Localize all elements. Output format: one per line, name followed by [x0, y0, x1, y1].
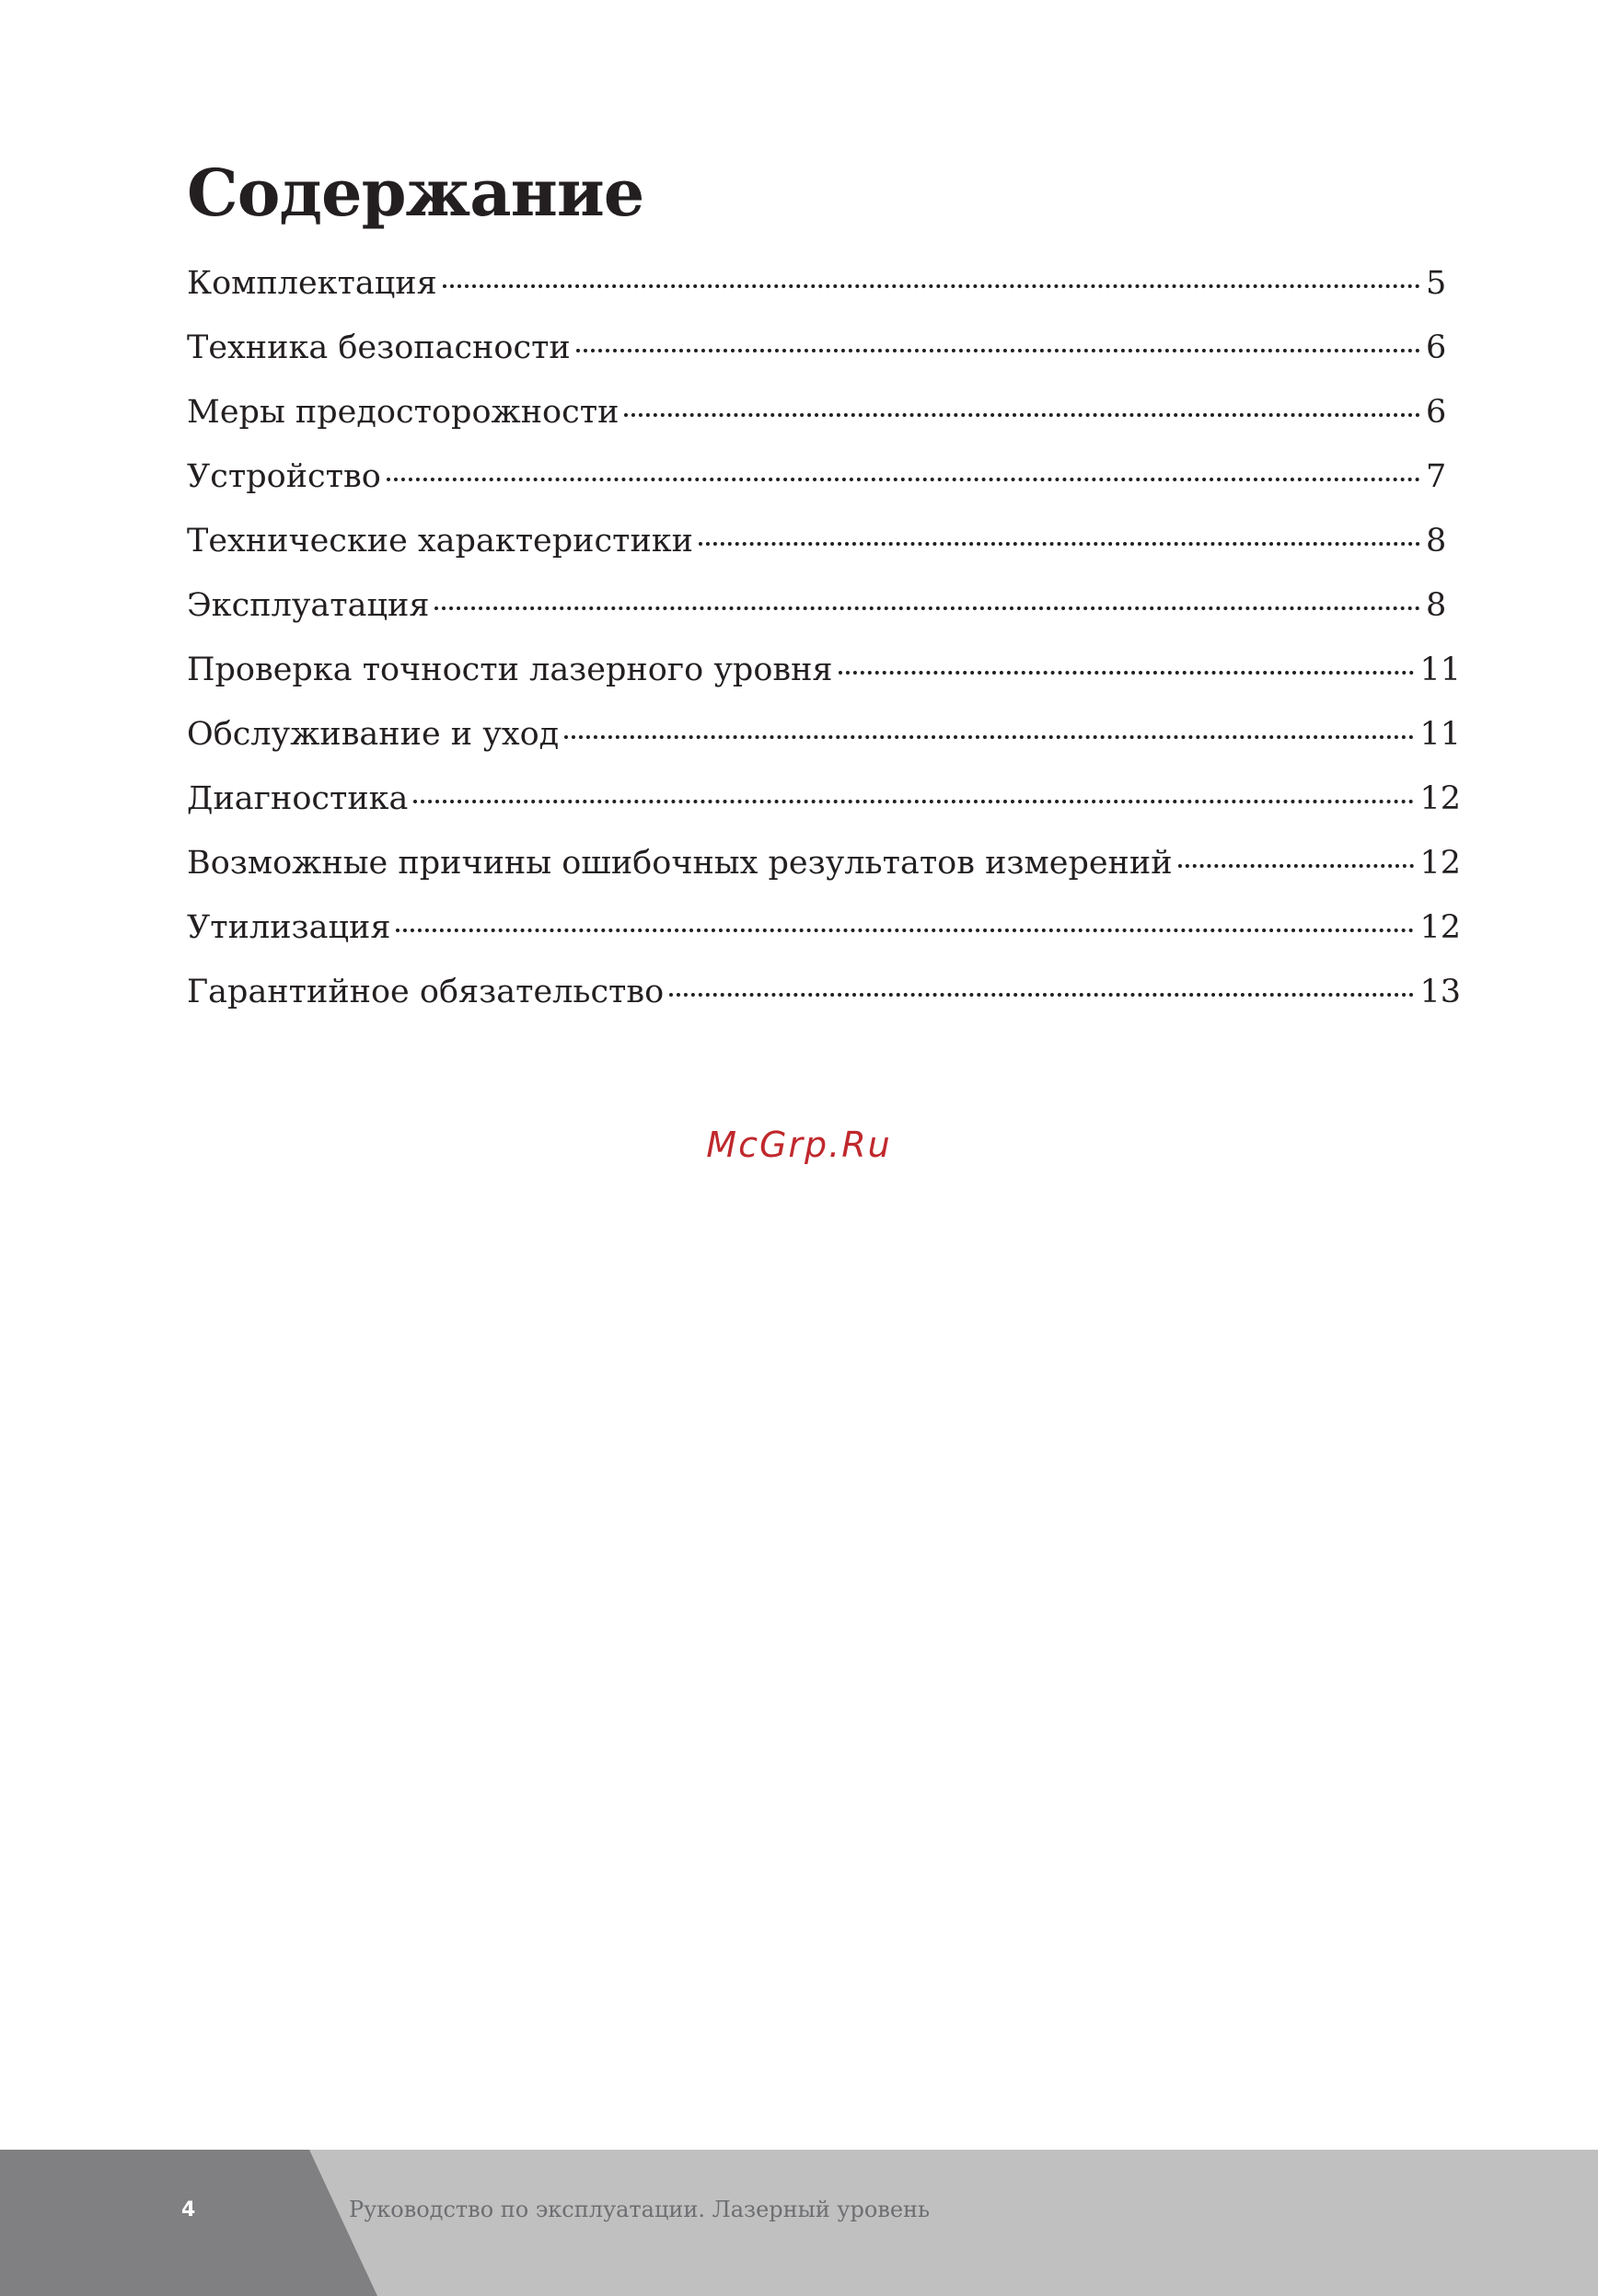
- toc-entry-page: 12: [1419, 909, 1461, 946]
- toc-entry-page: 8: [1426, 587, 1447, 624]
- toc-dot-leader: [576, 349, 1420, 352]
- toc-dot-leader: [434, 606, 1420, 610]
- toc-entry[interactable]: [187, 968, 1461, 1033]
- toc-entry[interactable]: [187, 582, 1461, 646]
- toc-dot-leader: [699, 542, 1420, 546]
- toc-dot-leader: [396, 929, 1414, 932]
- toc-dot-leader: [669, 993, 1414, 997]
- toc-entry-page: 11: [1419, 652, 1461, 688]
- toc-entry-page: 5: [1426, 265, 1447, 302]
- toc-entry[interactable]: [187, 775, 1461, 839]
- toc-entry-label: Возможные причины ошибочных результатов измерений: [187, 845, 1173, 882]
- toc-entry[interactable]: [187, 388, 1461, 453]
- toc-entry-page: 6: [1426, 329, 1447, 366]
- toc-dot-leader: [624, 413, 1420, 417]
- toc-entry[interactable]: [187, 324, 1461, 388]
- toc-dot-leader: [839, 671, 1415, 675]
- toc-entry[interactable]: [187, 260, 1461, 324]
- toc-entry-label: Диагностика: [187, 780, 409, 817]
- toc-dot-leader: [564, 735, 1414, 739]
- toc-entry-page: 13: [1419, 974, 1461, 1010]
- toc-entry-label: Технические характеристики: [187, 523, 694, 560]
- toc-entry-label: Комплектация: [187, 265, 437, 302]
- toc-entry[interactable]: [187, 453, 1461, 517]
- toc-entry-page: 11: [1419, 716, 1461, 753]
- toc-dot-leader: [1178, 864, 1415, 868]
- toc-dot-leader: [387, 478, 1420, 481]
- toc-entry-page: 12: [1419, 845, 1461, 882]
- toc-dot-leader: [443, 284, 1420, 288]
- table-of-contents: [187, 260, 1461, 1033]
- toc-entry-page: 7: [1426, 458, 1447, 495]
- toc-entry-label: Обслуживание и уход: [187, 716, 560, 753]
- toc-entry-label: Эксплуатация: [187, 587, 430, 624]
- toc-entry-label: Устройство: [187, 458, 381, 495]
- page-footer: [0, 2150, 1598, 2296]
- toc-entry[interactable]: [187, 710, 1461, 775]
- toc-entry-label: Утилизация: [187, 909, 391, 946]
- toc-dot-leader: [413, 800, 1414, 803]
- toc-entry-page: 12: [1419, 780, 1461, 817]
- toc-entry-page: 8: [1426, 523, 1447, 560]
- toc-entry-label: Меры предосторожности: [187, 394, 620, 431]
- toc-entry[interactable]: [187, 517, 1461, 582]
- page-title: Содержание: [187, 155, 644, 231]
- toc-entry[interactable]: [187, 904, 1461, 968]
- toc-entry-page: 6: [1426, 394, 1447, 431]
- toc-entry-label: Техника безопасности: [187, 329, 571, 366]
- watermark-link[interactable]: McGrp.Ru: [706, 1125, 892, 1165]
- toc-entry[interactable]: [187, 839, 1461, 904]
- footer-page-number: 4: [181, 2198, 196, 2221]
- toc-entry-label: Проверка точности лазерного уровня: [187, 652, 833, 688]
- footer-document-title: Руководство по эксплуатации. Лазерный уровень: [349, 2197, 931, 2222]
- toc-entry-label: Гарантийное обязательство: [187, 974, 665, 1010]
- toc-entry[interactable]: [187, 646, 1461, 710]
